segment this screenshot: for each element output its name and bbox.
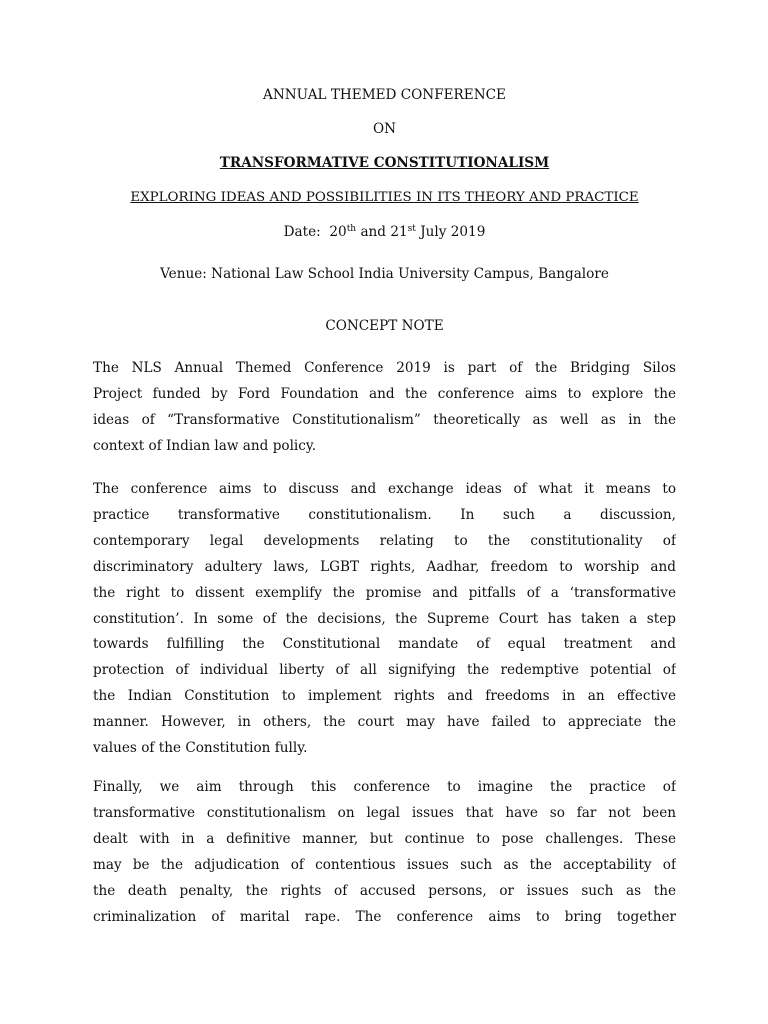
paragraph <box>93 775 676 930</box>
paragraph-line: may be the adjudication of contentious issues such as the acceptability of <box>93 856 676 873</box>
paragraph-line: Finally, we aim through this conference to imagine the practice of <box>93 779 676 795</box>
paragraph-line: manner. However, in others, the court may have failed to appreciate the <box>93 714 676 731</box>
paragraph-line: contemporary legal developments relating to the constitutionality of <box>93 532 676 549</box>
paragraph-line: transformative constitutionalism on legal issues that have so far not been <box>93 804 676 821</box>
paragraph-line: dealt with in a definitive manner, but continue to pose challenges. These <box>93 830 676 847</box>
conference-subtitle: EXPLORING IDEAS AND POSSIBILITIES IN ITS THEORY AND PRACTICE <box>130 190 639 205</box>
paragraph-line: protection of individual liberty of all signifying the redemptive potential of <box>93 662 676 679</box>
date-rest: July 2019 <box>420 224 486 240</box>
conference-venue: Venue: National Law School India University Campus, Bangalore <box>160 266 609 282</box>
paragraph-line: practice transformative constitutionalism. In such a discussion, <box>93 506 676 523</box>
conference-title: TRANSFORMATIVE CONSTITUTIONALISM <box>219 155 550 171</box>
date-day1: 20 <box>329 224 347 240</box>
date-sup2: st <box>407 224 416 234</box>
paragraph-line: constitution’. In some of the decisions, the Supreme Court has taken a step <box>93 610 676 627</box>
paragraph-line: The conference aims to discuss and exchange ideas of what it means to <box>93 481 676 497</box>
conference-on: ON <box>372 121 397 137</box>
date-label: Date: <box>283 224 321 240</box>
paragraph-line: the right to dissent exemplify the promise and pitfalls of a ‘transformative <box>93 584 676 601</box>
paragraph-line: the Indian Constitution to implement rights and freedoms in an effective <box>93 688 676 705</box>
date-and: and 21 <box>360 224 408 240</box>
conference-heading: ANNUAL THEMED CONFERENCE <box>263 87 506 103</box>
date-sup1: th <box>346 224 357 234</box>
paragraph-line: Project funded by Ford Foundation and the conference aims to explore the <box>93 385 676 402</box>
paragraph-line: ideas of “Transformative Constitutionalism” theoretically as well as in the <box>93 411 676 428</box>
section-heading: CONCEPT NOTE <box>325 318 444 334</box>
paragraph-line: values of the Constitution fully. <box>93 740 308 757</box>
paragraph-line: the death penalty, the rights of accused persons, or issues such as the <box>93 882 676 899</box>
conference-date <box>93 224 676 240</box>
paragraph <box>93 356 676 460</box>
paragraph-line: discriminatory adultery laws, LGBT rights, Aadhar, freedom to worship and <box>93 558 676 575</box>
paragraph <box>93 477 676 762</box>
paragraph-line: criminalization of marital rape. The conference aims to bring together <box>93 908 676 925</box>
paragraph-line: context of Indian law and policy. <box>93 437 317 454</box>
paragraph-line: The NLS Annual Themed Conference 2019 is part of the Bridging Silos <box>93 360 676 376</box>
paragraph-line: towards fulfilling the Constitutional mandate of equal treatment and <box>93 636 676 653</box>
